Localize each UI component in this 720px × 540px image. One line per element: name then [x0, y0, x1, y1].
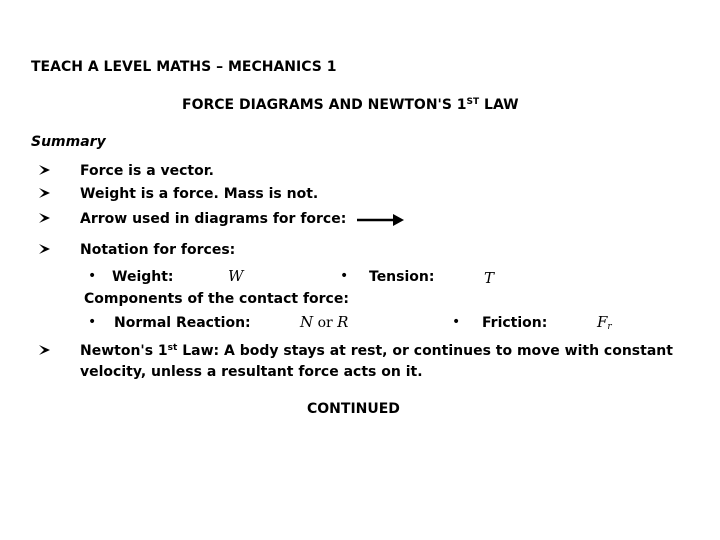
arrow-bullet-icon: [38, 211, 52, 225]
arrow-bullet-icon: [38, 186, 52, 200]
normal-symbol-r: R: [337, 313, 349, 331]
dot-bullet: •: [452, 314, 461, 330]
weight-label: Weight:: [112, 269, 174, 285]
newton-law-sup: st: [167, 343, 178, 353]
newton-law-rest: Law: A body stays at rest, or continues to move with constant: [177, 343, 673, 359]
tension-label: Tension:: [369, 269, 435, 285]
page-title: [182, 98, 519, 112]
normal-symbol-n: N: [300, 313, 314, 331]
page-title-sup: ST: [466, 97, 480, 107]
weight-symbol: W: [228, 267, 244, 285]
arrow-bullet-icon: [38, 242, 52, 256]
continued-label: CONTINUED: [307, 401, 400, 417]
friction-label: Friction:: [482, 315, 548, 331]
friction-symbol: [597, 315, 612, 332]
page-title-main: FORCE DIAGRAMS AND NEWTON'S 1: [182, 97, 467, 113]
normal-symbol: [300, 315, 348, 330]
friction-symbol-f: F: [597, 313, 608, 331]
dot-bullet: •: [88, 314, 97, 330]
summary-label: Summary: [31, 134, 106, 150]
normal-symbol-or: or: [317, 315, 333, 331]
arrow-bullet-icon: [38, 163, 52, 177]
course-title: TEACH A LEVEL MATHS – MECHANICS 1: [31, 59, 337, 75]
components-label: Components of the contact force:: [84, 291, 349, 307]
bullet-notation: Notation for forces:: [80, 242, 236, 258]
bullet-weight-force: Weight is a force. Mass is not.: [80, 186, 319, 202]
bullet-force-vector: Force is a vector.: [80, 163, 214, 179]
dot-bullet: •: [88, 268, 97, 284]
newton-law-line2: velocity, unless a resultant force acts on it.: [80, 364, 423, 380]
page-title-end: LAW: [479, 97, 519, 113]
bullet-arrow-used: Arrow used in diagrams for force:: [80, 211, 347, 227]
tension-symbol: T: [484, 269, 495, 287]
friction-symbol-sub: r: [607, 322, 612, 332]
arrow-bullet-icon: [38, 343, 52, 357]
newton-law-prefix: Newton's 1: [80, 343, 168, 359]
normal-reaction-label: Normal Reaction:: [114, 315, 251, 331]
force-arrow-icon: [357, 212, 405, 228]
newton-law-line1: [80, 344, 673, 358]
dot-bullet: •: [340, 268, 349, 284]
